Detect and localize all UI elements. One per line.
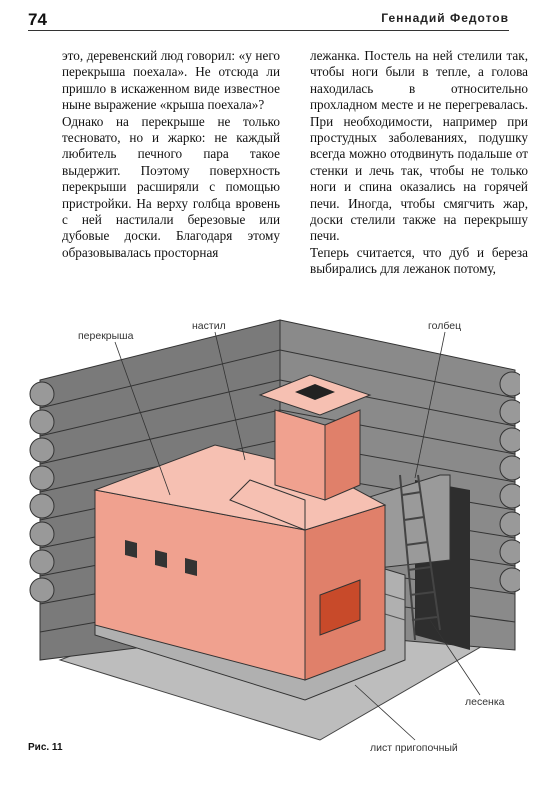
paragraph: Теперь считается, что дуб и береза выбирались для лежанок потому, bbox=[310, 244, 528, 277]
text-column-left bbox=[62, 48, 280, 261]
label-golbets: голбец bbox=[428, 320, 462, 332]
paragraph: Однако на перекрыше не только тесновато, но и жарко: не каждый любитель печного пара такое выдержит. Поэтому поверхность перекрыши расширяли с помощью пристройки. На верху голбца вровень с ней настилали березовые или дубовые доски. Благодаря этому образовывалась просторная bbox=[62, 113, 280, 260]
label-perekrysha: перекрыша bbox=[78, 330, 134, 342]
page-number: 74 bbox=[28, 10, 47, 29]
header-rule bbox=[28, 30, 509, 31]
figure-caption: Рис. 11 bbox=[28, 742, 63, 753]
text-column-right bbox=[310, 48, 528, 278]
chimney-side bbox=[325, 410, 360, 500]
label-nastil: настил bbox=[192, 320, 226, 332]
stove-illustration bbox=[20, 300, 520, 760]
running-header-author: Геннадий Федотов bbox=[381, 11, 509, 25]
chimney-front bbox=[275, 410, 325, 500]
label-lesenka: лесенка bbox=[465, 696, 505, 708]
stove-drawing bbox=[20, 300, 520, 760]
paragraph: лежанка. Постель на ней стелили так, чтобы ноги были в тепле, а голова находилась в относительно прохладном месте и не перегревалась. При необходимости, например при простудных заболеваниях, подушку всегда можно отодвинуть подальше от стенки и лечь так, чтобы не только ноги и спина оказались на горячей печи. Иногда, чтобы смягчить жар, доски стелили также на перекрышу печи. bbox=[310, 48, 528, 244]
label-list: лист пригопочный bbox=[370, 742, 458, 754]
paragraph: это, деревенский люд говорил: «у него перекрыша поехала». Не отсюда ли пришло в искаженном виде известное ныне выражение «крыша поехала»? bbox=[62, 48, 280, 113]
